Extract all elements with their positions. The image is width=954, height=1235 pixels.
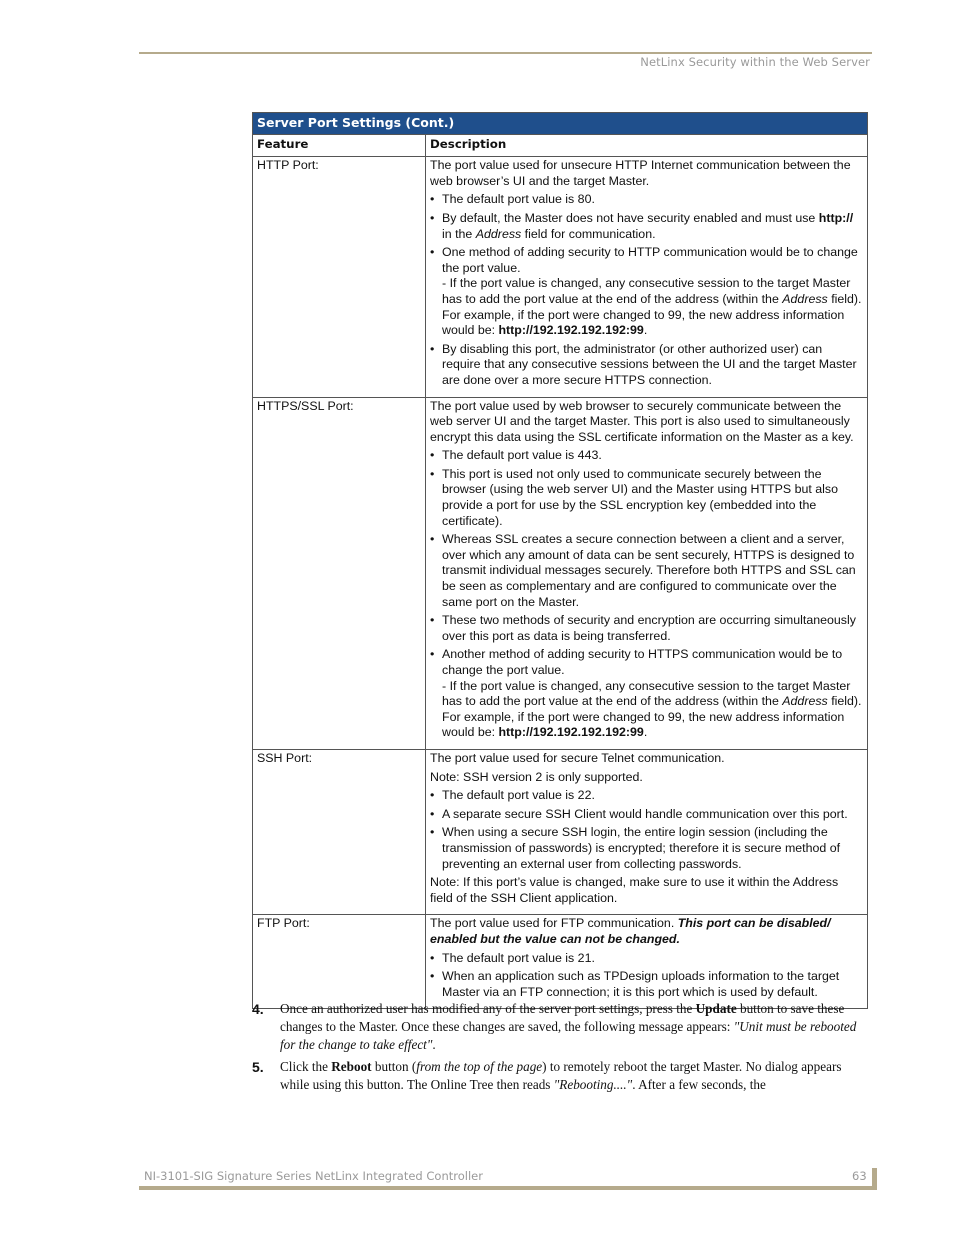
feature-cell: FTP Port:: [253, 915, 426, 1009]
description-text: The port value used for secure Telnet communication.: [430, 750, 725, 765]
column-header-description: Description: [426, 134, 868, 157]
footer-rule: [139, 1186, 872, 1190]
note-text: Note: If this port’s value is changed, make sure to use it within the Address field of the SSH Client application.: [430, 875, 839, 905]
step-number: 4.: [252, 1001, 264, 1017]
note-text: Note: SSH version 2 is only supported.: [430, 769, 643, 784]
list-item: • Another method of adding security to HTTPS communication would be to change the port value. - If the port value is changed, any consecutive session to the target Master has to add the port value at the end of the address (within the Address field). For example, if the port were changed to 99, the new address information would be: http://192.192.192.192:99.: [430, 647, 862, 740]
list-item: • The default port value is 443.: [430, 448, 602, 463]
table-row: [253, 397, 868, 749]
header-rule: [139, 52, 872, 54]
list-item: • The default port value is 80.: [430, 192, 595, 207]
procedure-steps: [252, 1000, 868, 1098]
list-item: • The default port value is 21.: [430, 950, 595, 965]
table-row: [253, 749, 868, 914]
list-item: • When an application such as TPDesign uploads information to the target Master via an FTP connection; it is this port which is used by default.: [430, 969, 840, 999]
table-row: [253, 157, 868, 397]
page-number: 63: [852, 1169, 867, 1183]
step-5: 5. Click the Reboot button (from the top of the page) to remotely reboot the target Master. No dialog appears while using this button. The Online Tree then reads "Rebooting....". After a few seconds, the: [252, 1059, 842, 1092]
list-item: • This port is used not only used to communicate securely between the browser (using the web server UI) and the Master using HTTPS but also provide a port for use by the SSL encryption key (embedded into the certificate).: [430, 466, 838, 528]
list-item: • The default port value is 22.: [430, 788, 595, 803]
description-text: The port value used by web browser to securely communicate between the web server UI and the target Master. This port is also used to simultaneously encrypt this data using the SSL certificate information on the Master as a key.: [430, 398, 854, 444]
description-cell: [426, 749, 868, 914]
list-item: • One method of adding security to HTTP communication would be to change the port value. - If the port value is changed, any consecutive session to the target Master has to add the port value at the end of the address (within the Address field). For example, if the port were changed to 99, the new address information would be: http://192.192.192.192:99.: [430, 245, 862, 338]
footer-doc-title: NI-3101-SIG Signature Series NetLinx Integrated Controller: [144, 1169, 483, 1183]
step-4: 4. Once an authorized user has modified any of the server port settings, press the Update button to save these changes to the Master. Once these changes are saved, the following message appears: "Unit must be rebooted for the change to take effect".: [252, 1001, 857, 1052]
feature-cell: SSH Port:: [253, 749, 426, 914]
list-item: • When using a secure SSH login, the entire login session (including the transmission of passwords) is encrypted; therefore it is secure method of preventing an external user from collecting passwords.: [430, 825, 841, 871]
description-cell: [426, 397, 868, 749]
description-text: The port value used for FTP communication. This port can be disabled/ enabled but the value can not be changed.: [430, 916, 831, 946]
list-item: • These two methods of security and encryption are occurring simultaneously over this port as data is being transferred.: [430, 613, 856, 643]
list-item: • By default, the Master does not have security enabled and must use http:// in the Address field for communication.: [430, 210, 854, 241]
column-header-feature: Feature: [253, 134, 426, 157]
list-item: • By disabling this port, the administrator (or other authorized user) can require that any consecutive sessions between the UI and the target Master are done over a more secure HTTPS connection.: [430, 341, 857, 387]
feature-cell: HTTP Port:: [253, 157, 426, 397]
section-header: NetLinx Security within the Web Server: [640, 55, 870, 69]
list-item: • A separate secure SSH Client would handle communication over this port.: [430, 806, 848, 821]
description-cell: [426, 157, 868, 397]
server-port-settings-table: [252, 112, 868, 1009]
table-row: [253, 915, 868, 1009]
step-number: 5.: [252, 1059, 264, 1075]
description-cell: [426, 915, 868, 1009]
feature-cell: HTTPS/SSL Port:: [253, 397, 426, 749]
description-text: The port value used for unsecure HTTP Internet communication between the web browser’s UI and the target Master.: [430, 158, 851, 188]
list-item: • Whereas SSL creates a secure connection between a client and a server, over which any amount of data can be sent securely, HTTPS is designed to transmit individual messages securely. Therefore both HTTPS and SSL can be seen as complementary and are configured to communicate over the same port on the Master.: [430, 532, 856, 609]
table-title: Server Port Settings (Cont.): [253, 113, 868, 135]
footer-corner-mark: [872, 1168, 877, 1190]
